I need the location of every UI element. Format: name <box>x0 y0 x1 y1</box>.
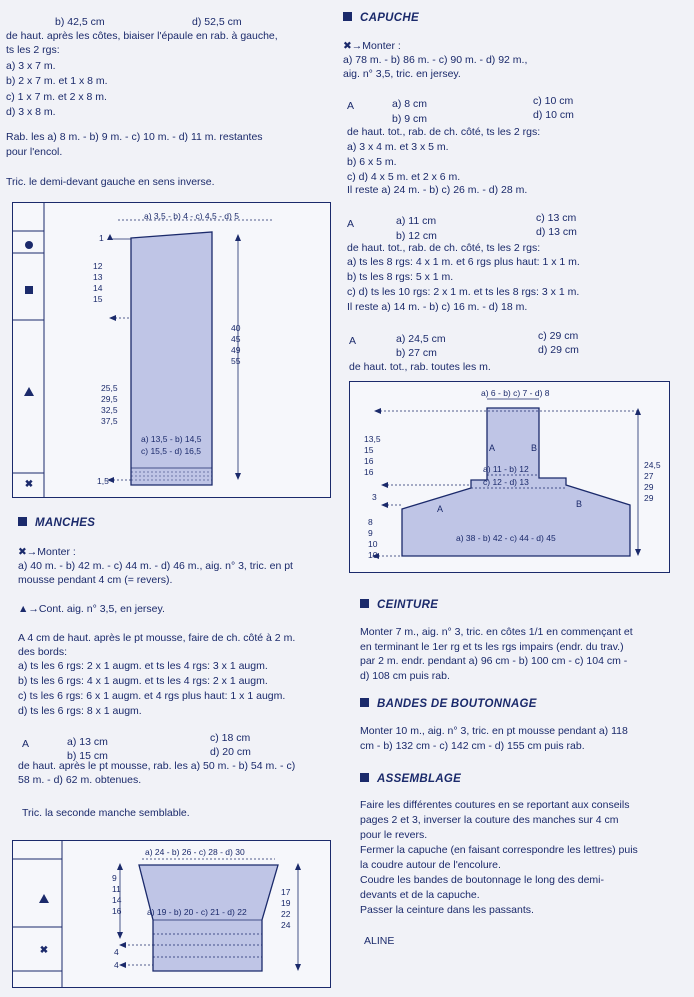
text-line: Monter 7 m., aig. n° 3, tric. en côtes 1/1 en commençant et <box>360 626 633 638</box>
sleeve-diagram <box>12 840 331 988</box>
hood-lower-height-values: 8 9 10 10 <box>368 517 378 560</box>
text-line: devants et de la capuche. <box>360 889 480 901</box>
hood-bottom-width-label: a) 38 - b) 42 - c) 44 - d) 45 <box>456 533 556 543</box>
text-line: Passer la ceinture dans les passants. <box>360 904 534 916</box>
text-line: par 2 m. endr. pendant a) 96 cm - b) 100 cm - c) 104 cm - <box>360 655 628 667</box>
armhole-height-values: 25,5 29,5 32,5 37,5 <box>101 383 118 426</box>
hood-upper-height-values: 13,5 15 16 16 <box>364 434 381 477</box>
svg-text:✖: ✖ <box>24 479 34 490</box>
text-line: a) 24,5 cm <box>396 333 446 345</box>
hood-mid-width-label-a: a) 11 - b) 12 <box>483 464 529 474</box>
total-height-values: 40 45 49 55 <box>231 323 241 366</box>
hood-letter-a-upper: A <box>489 443 496 453</box>
section-title-assemblage: ASSEMBLAGE <box>360 772 461 787</box>
text-line: d) 10 cm <box>533 109 574 121</box>
square-bullet-icon <box>360 698 369 707</box>
text-line: c) d) 4 x 5 m. et 2 x 6 m. <box>347 171 461 183</box>
text-line: ts les 2 rgs: <box>6 44 60 56</box>
text-line: cm - b) 132 cm - c) 142 cm - d) 155 cm puis rab. <box>360 740 585 752</box>
text-line: b) 9 cm <box>392 113 428 125</box>
text-line: pages 2 et 3, inverser la couture des manches sur 4 cm <box>360 814 619 826</box>
text-line: c) 1 x 7 m. et 2 x 8 m. <box>6 91 107 103</box>
text-line: Coudre les bandes de boutonnage le long des demi- <box>360 874 605 886</box>
section-title-manches: MANCHES <box>18 516 95 531</box>
text-line: d) 29 cm <box>538 344 579 356</box>
text-line: b) 2 x 7 m. et 1 x 8 m. <box>6 75 108 87</box>
text-line: b) 12 cm <box>396 230 437 242</box>
text-line: c) 10 cm <box>533 95 574 107</box>
text-line: A <box>349 335 357 347</box>
text-line: A <box>347 218 355 230</box>
sleeve-mid-width-label: a) 19 - b) 20 - c) 21 - d) 22 <box>147 907 247 917</box>
text-line: b) ts les 6 rgs: 4 x 1 augm. et ts les 4 rgs: 2 x 1 augm. <box>18 675 268 687</box>
front-diagram <box>12 202 331 498</box>
hood-diagram <box>349 381 670 573</box>
text-line: a) 3 x 4 m. et 3 x 5 m. <box>347 141 449 153</box>
hood-top-width-label: a) 6 - b) c) 7 - d) 8 <box>481 388 550 398</box>
text-line: d) 108 cm puis rab. <box>360 670 450 682</box>
text-line: A 4 cm de haut. après le pt mousse, faire de ch. côté à 2 m. <box>18 632 296 644</box>
square-bullet-icon <box>343 12 352 21</box>
hood-letter-a-lower: A <box>437 504 444 514</box>
sleeve-left-values: 9 11 14 16 <box>112 873 122 916</box>
hood-three-label: 3 <box>372 492 377 502</box>
text-line: c) 13 cm <box>536 212 577 224</box>
square-bullet-icon <box>18 517 27 526</box>
marker-one: 1 <box>99 233 104 243</box>
text-line: a) 40 m. - b) 42 m. - c) 44 m. - d) 46 m., aig. n° 3, tric. en pt <box>18 560 293 572</box>
text-line: b) 15 cm <box>67 750 108 762</box>
text-line: d) 20 cm <box>210 746 251 758</box>
text-line: Il reste a) 14 m. - b) c) 16 m. - d) 18 m. <box>347 301 528 313</box>
text-line: pour le revers. <box>360 829 428 841</box>
text-line: b) 27 cm <box>396 347 437 359</box>
text-line: Il reste a) 24 m. - b) c) 26 m. - d) 28 m. <box>347 184 528 196</box>
bottom-width-label-c: c) 15,5 - d) 16,5 <box>141 446 202 456</box>
text-line: b) 6 x 5 m. <box>347 156 397 168</box>
text-line: de haut. tot., rab. toutes les m. <box>349 361 491 373</box>
text-line: a) 11 cm <box>396 215 437 227</box>
text-line: 58 m. - d) 62 m. obtenues. <box>18 774 142 786</box>
text-line: des bords: <box>18 646 68 658</box>
text-line: c) 18 cm <box>210 732 251 744</box>
hood-mid-width-label-c: c) 12 - d) 13 <box>483 477 529 487</box>
section-title-capuche: CAPUCHE <box>343 11 419 26</box>
hood-letter-b-upper: B <box>531 443 538 453</box>
text-line: la coudre autour de l'encolure. <box>360 859 501 871</box>
text-line: a) ts les 8 rgs: 4 x 1 m. et 6 rgs plus haut: 1 x 1 m. <box>347 256 580 268</box>
signature: ALINE <box>364 935 395 947</box>
text-line: d) 3 x 8 m. <box>6 106 56 118</box>
text-line: Tric. le demi-devant gauche en sens inverse. <box>6 176 215 188</box>
text-line: en terminant le 1er rg et ts les rgs impairs (endr. du trav.) <box>360 641 624 653</box>
size-d: d) 52,5 cm <box>192 16 242 28</box>
text-line: Rab. les a) 8 m. - b) 9 m. - c) 10 m. - d) 11 m. restantes <box>6 131 263 143</box>
text-line: de haut. tot., rab. de ch. côté, ts les 2 rgs: <box>347 126 541 138</box>
text-line: c) d) ts les 10 rgs: 2 x 1 m. et ts les 8 rgs: 3 x 1 m. <box>347 286 580 298</box>
text-line: a) 8 cm <box>392 98 428 110</box>
section-title-bandes: BANDES DE BOUTONNAGE <box>360 697 537 712</box>
text-line: Faire les différentes coutures en se reportant aux conseils <box>360 799 630 811</box>
size-b: b) 42,5 cm <box>55 16 105 28</box>
text-line: de haut. après les côtes, biaiser l'épaule en rab. à gauche, <box>6 30 278 42</box>
text-line: b) ts les 8 rgs: 5 x 1 m. <box>347 271 454 283</box>
text-line: Tric. la seconde manche semblable. <box>22 807 190 819</box>
sleeve-right-values: 17 19 22 24 <box>281 887 291 930</box>
neck-depth-values: 12 13 14 15 <box>93 261 103 304</box>
text-line: a) 3 x 7 m. <box>6 60 56 72</box>
text-line: pour l'encol. <box>6 146 63 158</box>
sleeve-top-width-label: a) 24 - b) 26 - c) 28 - d) 30 <box>145 847 245 857</box>
text-line: de haut. tot., rab. de ch. côté, ts les 2 rgs: <box>347 242 541 254</box>
text-line: ▲→Cont. aig. n° 3,5, en jersey. <box>18 603 165 615</box>
text-line: Fermer la capuche (en faisant correspondre les lettres) puis <box>360 844 638 856</box>
hood-letter-b-lower: B <box>576 499 583 509</box>
square-bullet-icon <box>360 599 369 608</box>
text-line: A <box>347 100 355 112</box>
text-line: a) 78 m. - b) 86 m. - c) 90 m. - d) 92 m., <box>343 54 528 66</box>
text-line: ✖→Monter : <box>343 40 401 52</box>
text-line: A <box>22 738 30 750</box>
text-line: aig. n° 3,5, tric. en jersey. <box>343 68 461 80</box>
text-line: c) 29 cm <box>538 330 579 342</box>
text-line: mousse pendant 4 cm (= revers). <box>18 574 173 586</box>
text-line: d) ts les 6 rgs: 8 x 1 augm. <box>18 705 142 717</box>
rib-height-label: 1,5 <box>97 476 109 486</box>
text-line: a) ts les 6 rgs: 2 x 1 augm. et ts les 4 rgs: 3 x 1 augm. <box>18 660 268 672</box>
text-line: a) 13 cm <box>67 736 108 748</box>
svg-text:✖: ✖ <box>39 945 49 956</box>
text-line: ✖→Monter : <box>18 546 76 558</box>
sleeve-four-b: 4 <box>114 960 119 970</box>
sleeve-four-a: 4 <box>114 947 119 957</box>
text-line: d) 13 cm <box>536 226 577 238</box>
text-line: de haut. après le pt mousse, rab. les a) 50 m. - b) 54 m. - c) <box>18 760 296 772</box>
shoulder-width-label: a) 3,5 - b) 4 - c) 4,5 - d) 5 <box>144 211 239 221</box>
text-line: Monter 10 m., aig. n° 3, tric. en pt mousse pendant a) 118 <box>360 725 628 737</box>
hood-total-height-values: 24,5 27 29 29 <box>644 460 661 503</box>
square-bullet-icon <box>360 773 369 782</box>
section-title-ceinture: CEINTURE <box>360 598 438 613</box>
bottom-width-label-a: a) 13,5 - b) 14,5 <box>141 434 202 444</box>
text-line: c) ts les 6 rgs: 6 x 1 augm. et 4 rgs plus haut: 1 x 1 augm. <box>18 690 286 702</box>
